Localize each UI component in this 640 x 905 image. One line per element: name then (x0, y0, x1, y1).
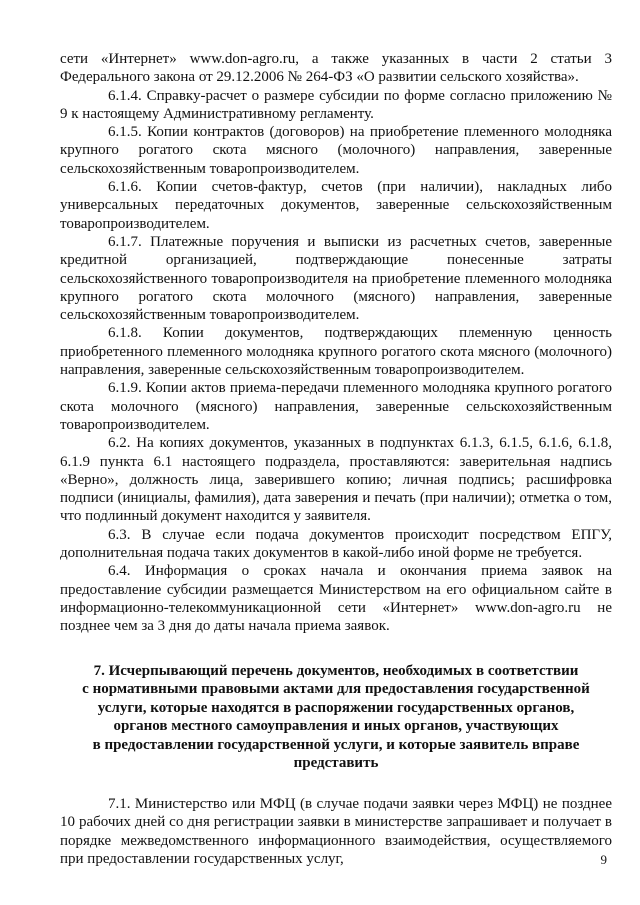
paragraph-6-1-7: 6.1.7. Платежные поручения и выписки из расчетных счетов, заверенные кредитной организацией, подтверждающие понесенные затраты сельскохозяйственного товаропроизводителя на приобретение племенного молодняка крупного рогатого скота молочного (мясного) направления, заверенные сельскохозяйственным товаропроизводителем. (60, 233, 612, 324)
paragraph-7-1: 7.1. Министерство или МФЦ (в случае подачи заявки через МФЦ) не позднее 10 рабочих дней со дня регистрации заявки в министерстве запрашивает и получает в порядке межведомственного информационного взаимодействия, осуществляемого при предоставлении государственных услуг, (60, 796, 612, 867)
paragraph-6-1-5: 6.1.5. Копии контрактов (договоров) на приобретение племенного молодняка крупного рогатого скота мясного (молочного) направления, заверенные сельскохозяйственным товаропроизводителем. (60, 124, 612, 177)
heading-line: с нормативными правовыми актами для предоставления государственной (82, 681, 590, 698)
paragraph-6-1-8: 6.1.8. Копии документов, подтверждающих племенную ценность приобретенного племенного молодняка крупного рогатого скота мясного (молочного) направления, заверенные сельскохозяйственным товаропроизводителем. (60, 325, 612, 379)
heading-line: представить (293, 755, 379, 772)
paragraph-6-2: 6.2. На копиях документов, указанных в подпунктах 6.1.3, 6.1.5, 6.1.6, 6.1.8, 6.1.9 пункта 6.1 настоящего подраздела, проставляются: заверительная надпись «Верно», должность лица, заверившего копию; личная подпись; расшифровка подписи (инициалы, фамилия), дата заверения и печать (при наличии); отметка о том, что подлинный документ находится у заявителя. (60, 435, 612, 525)
paragraph-6-3: 6.3. В случае если подача документов происходит посредством ЕПГУ, дополнительная подача таких документов в какой-либо иной форме не требуется. (60, 526, 612, 562)
section-7-heading (60, 662, 612, 774)
heading-line: органов местного самоуправления и иных органов, участвующих (113, 718, 559, 735)
heading-line: услуги, которые находятся в распоряжении государственных органов, (97, 699, 575, 716)
paragraph-6-1-6: 6.1.6. Копии счетов-фактур, счетов (при наличии), накладных либо универсальных передаточных документов, заверенные сельскохозяйственным товаропроизводителем. (60, 179, 612, 232)
paragraph-continuation: сети «Интернет» www.don-agro.ru, а также указанных в части 2 статьи 3 Федерального закона от 29.12.2006 № 264-ФЗ «О развитии сельского хозяйства». (60, 51, 612, 86)
heading-line: в предоставлении государственной услуги, и которые заявитель вправе (92, 736, 580, 753)
document-page (60, 50, 612, 868)
heading-line: 7. Исчерпывающий перечень документов, необходимых в соответствии (93, 662, 579, 679)
page-number: 9 (600, 852, 607, 867)
paragraph-6-4: 6.4. Информация о сроках начала и окончания приема заявок на предоставление субсидии размещается Министерством на его официальном сайте в информационно-телекоммуникационной сети «Интернет» www.don-agro.ru не позднее чем за 3 дня до даты начала приема заявок. (60, 563, 612, 635)
paragraph-6-1-9: 6.1.9. Копии актов приема-передачи племенного молодняка крупного рогатого скота молочного (мясного) направления, заверенные сельскохозяйственным товаропроизводителем. (60, 380, 612, 433)
paragraph-6-1-4: 6.1.4. Справку-расчет о размере субсидии по форме согласно приложению № 9 к настоящему Административному регламенту. (60, 87, 612, 122)
